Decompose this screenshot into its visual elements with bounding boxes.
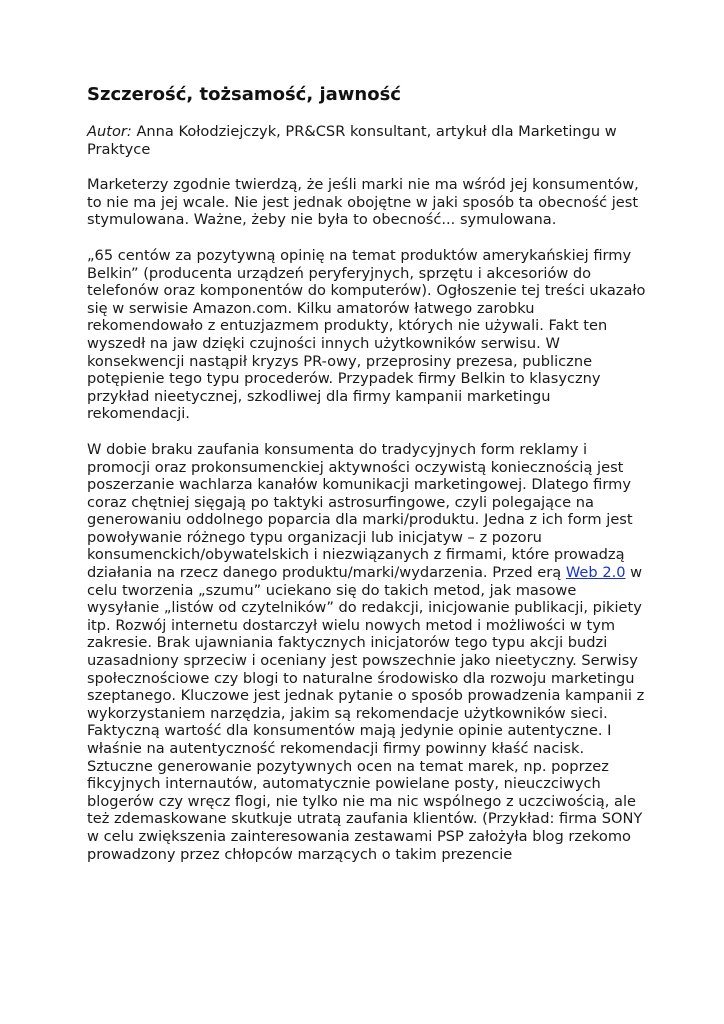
author-line	[87, 123, 647, 158]
paragraph-intro: Marketerzy zgodnie twierdzą, że jeśli marki nie ma wśród jej konsumentów, to nie ma jej wcale. Nie jest jednak obojętne w jaki sposób ta obecność jest stymulowana. Ważne, żeby nie była to obecność... symulowana.	[87, 176, 639, 229]
paragraph-text-before-link: W dobie braku zaufania konsumenta do tradycyjnych form reklamy i promocji oraz prokonsumenckiej aktywności oczywistą koniecznością jest poszerzanie wachlarza kanałów komunikacji marketingowej. Dlatego firmy coraz chętniej sięgają po taktyki astrosurfingowe, czyli polegające na generowaniu oddolnego poparcia dla marki/produktu. Jedna z ich form jest powoływanie różnego typu organizacji lub inicjatyw – z pozoru konsumenckich/obywatelskich i niezwiązanych z firmami, które prowadzą działania na rzecz danego produktu/marki/wydarzenia. Przed erą	[87, 440, 633, 582]
document-page	[87, 84, 647, 881]
paragraph-belkin: „65 centów za pozytywną opinię na temat produktów amerykańskiej firmy Belkin” (producenta urządzeń peryferyjnych, sprzętu i akcesoriów do telefonów oraz komponentów do komputerów). Ogłoszenie tej treści ukazało się w serwisie Amazon.com. Kilku amatorów łatwego zarobku rekomendowało z entuzjazmem produkty, których nie używali. Fakt ten wyszedł na jaw dzięki czujności innych użytkowników serwisu. W konsekwencji nastąpił kryzys PR-owy, przeprosiny prezesa, publiczne potępienie tego typu procederów. Przypadek firmy Belkin to klasyczny przykład nieetycznej, szkodliwej dla firmy kampanii marketingu rekomendacji.	[87, 246, 646, 423]
paragraph-astroturfing	[87, 441, 647, 863]
document-title: Szczerość, tożsamość, jawność	[87, 84, 401, 105]
web20-link[interactable]: Web 2.0	[565, 564, 626, 582]
author-text: Anna Kołodziejczyk, PR&CSR konsultant, artykuł dla Marketingu w Praktyce	[87, 123, 617, 158]
paragraph-text-after-link: w celu tworzenia „szumu” uciekano się do takich metod, jak masowe wysyłanie „listów od czytelników” do redakcji, inicjowanie publikacji, pikiety itp. Rozwój internetu dostarczył wielu nowych metod i możliwości w tym zakresie. Brak ujawniania faktycznych inicjatorów tego typu akcji budzi uzasadniony sprzeciw i oceniany jest powszechnie jako nieetyczny. Serwisy społecznościowe czy blogi to naturalne środowisko dla rozwoju marketingu szeptanego. Kluczowe jest jednak pytanie o sposób prowadzenia kampanii z wykorzystaniem narzędzia, jakim są rekomendacje użytkowników sieci. Faktyczną wartość dla konsumentów mają jedynie opinie autentyczne. I właśnie na autentyczność rekomendacji firmy powinny kłaść nacisk. Sztuczne generowanie pozytywnych ocen na temat marek, np. poprzez fikcyjnych internautów, automatycznie powielane posty, nieuczciwych blogerów czy wręcz flogi, nie tylko nie ma nic wspólnego z uczciwością, ale też zdemaskowane skutkuje utratą zaufania klientów. (Przykład: firma SONY w celu zwiększenia zainteresowania zestawami PSP założyła blog rzekomo prowadzony przez chłopców marzących o takim prezencie	[87, 564, 645, 863]
author-label: Autor:	[87, 123, 132, 140]
